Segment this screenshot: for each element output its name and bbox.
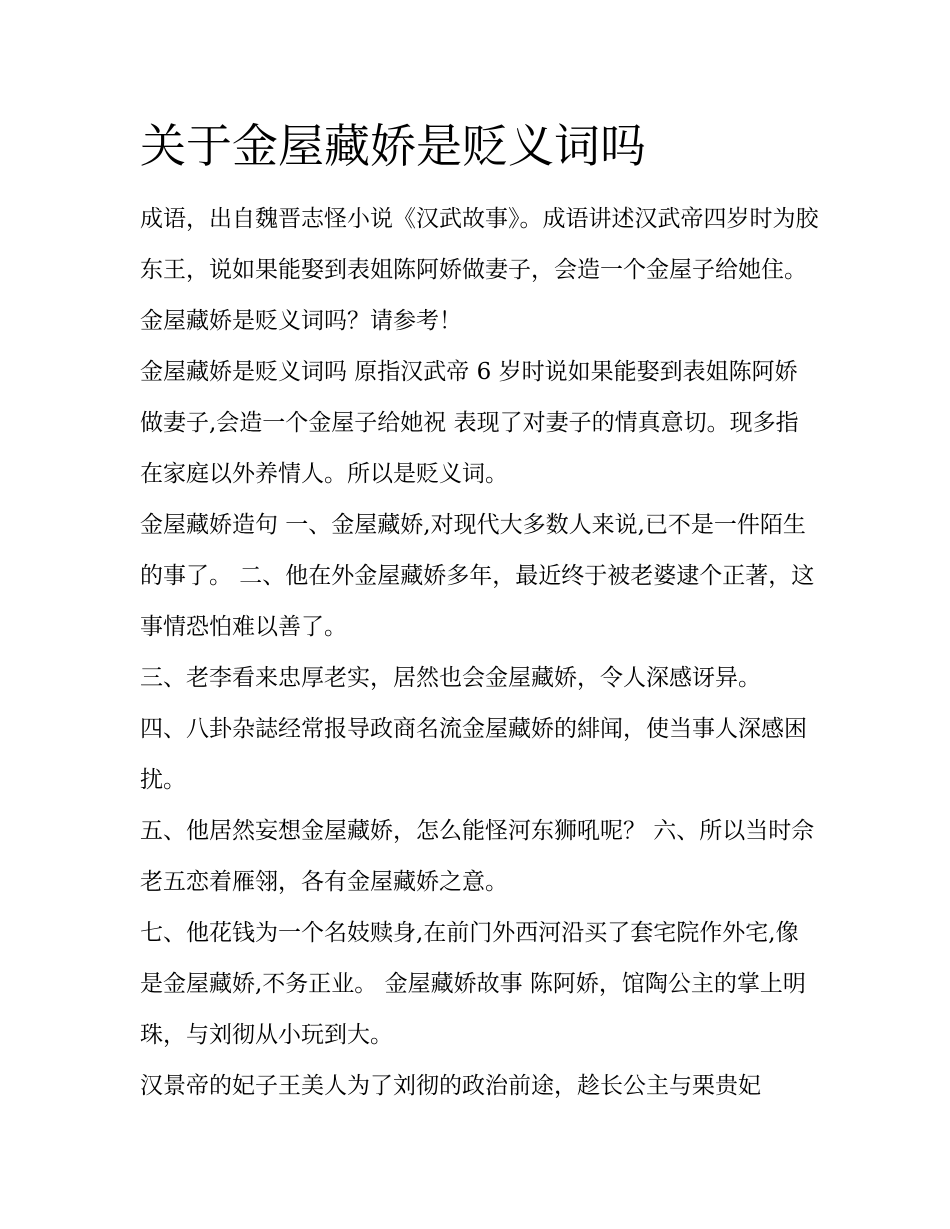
paragraph-5: 四、八卦杂誌经常报导政商名流金屋藏娇的緋闻，使当事人深感困扰。 bbox=[140, 716, 807, 793]
document-title: 关于金屋藏娇是贬义词吗 bbox=[140, 119, 646, 173]
paragraph-2: 金屋藏娇是贬义词吗 原指汉武帝 6 岁时说如果能娶到表姐陈阿娇做妻子,会造一个金屋子给她祝 表现了对妻子的情真意切。现多指在家庭以外养情人。所以是贬义词。 bbox=[140, 359, 799, 487]
paragraph-8: 汉景帝的妃子王美人为了刘彻的政治前途，趁长公主与栗贵妃 bbox=[140, 1073, 761, 1099]
document-page bbox=[140, 112, 820, 1112]
paragraph-6: 五、他居然妄想金屋藏娇，怎么能怪河东狮吼呢？ 六、所以当时佘老五恋着雁翎，各有金屋藏娇之意。 bbox=[140, 818, 815, 895]
paragraph-4: 三、老李看来忠厚老实，居然也会金屋藏娇，令人深感讶异。 bbox=[140, 665, 761, 691]
paragraph-3: 金屋藏娇造句 一、金屋藏娇,对现代大多数人来说,已不是一件陌生的事了。 二、他在外金屋藏娇多年，最近终于被老婆逮个正著，这事情恐怕难以善了。 bbox=[140, 512, 815, 640]
paragraph-7: 七、他花钱为一个名妓赎身,在前门外西河沿买了套宅院作外宅,像是金屋藏娇,不务正业。 金屋藏娇故事 陈阿娇，馆陶公主的掌上明珠，与刘彻从小玩到大。 bbox=[140, 920, 806, 1048]
paragraph-1: 成语，出自魏晋志怪小说《汉武故事》。成语讲述汉武帝四岁时为胶东王，说如果能娶到表姐陈阿娇做妻子，会造一个金屋子给她住。金屋藏娇是贬义词吗？请参考！ bbox=[140, 206, 819, 334]
